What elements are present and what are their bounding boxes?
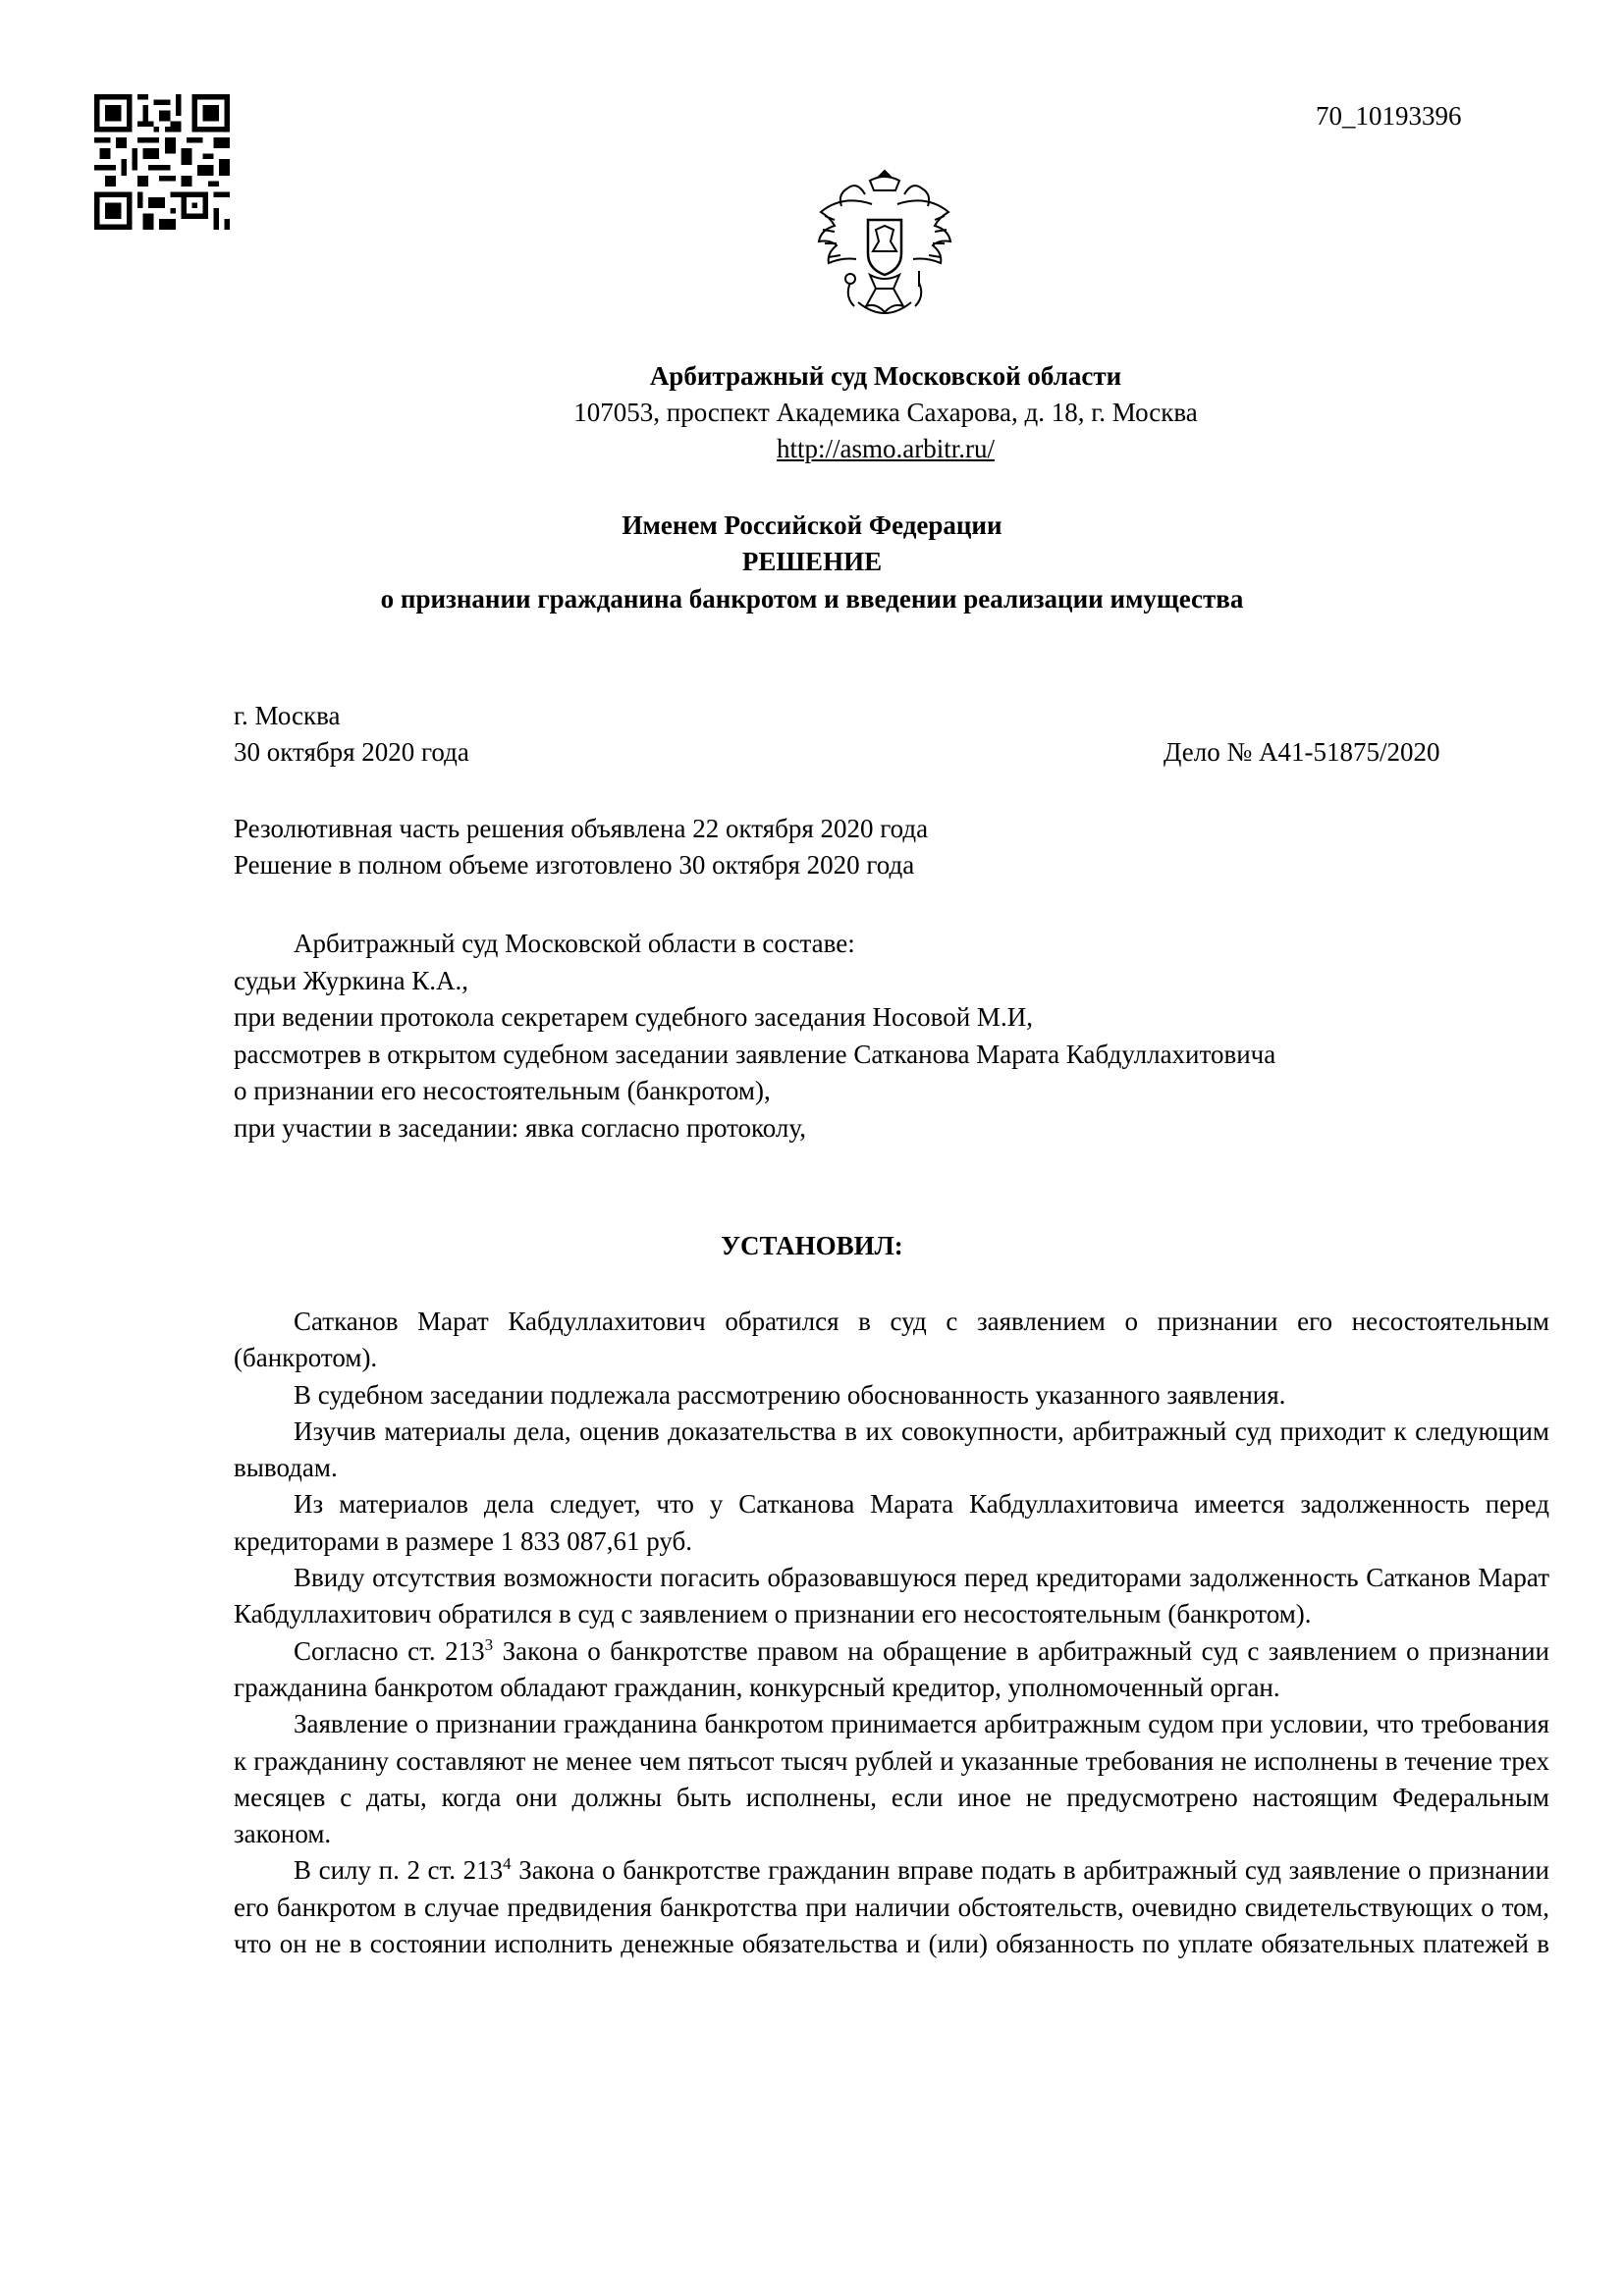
- body-paragraph: [234, 1633, 1549, 1707]
- city: г. Москва: [234, 701, 341, 730]
- body-paragraph: Сатканов Марат Кабдуллахитович обратился в суд с заявлением о признании его несостоятельным (банкротом).: [234, 1307, 1549, 1373]
- composition-line: рассмотрев в открытом судебном заседании заявление Сатканова Марата Кабдуллахитовича: [234, 1039, 1276, 1069]
- decision-subject: о признании гражданина банкротом и введении реализации имущества: [380, 584, 1244, 614]
- established-heading: УСТАНОВИЛ:: [721, 1231, 903, 1260]
- composition-line: судьи Журкина К.А.,: [234, 965, 469, 995]
- composition-line: Арбитражный суд Московской области в составе:: [294, 929, 855, 958]
- composition-line: при ведении протокола секретарем судебного заседания Носовой М.И,: [234, 1002, 1033, 1032]
- coat-of-arms-emblem: [811, 165, 958, 324]
- article-superscript: 3: [484, 1634, 494, 1654]
- court-address: 107053, проспект Академика Сахарова, д. 18, г. Москва: [573, 398, 1198, 427]
- body-paragraph: [234, 1852, 1549, 1962]
- body-paragraph: Из материалов дела следует, что у Сатканова Марата Кабдуллахитовича имеется задолженность перед кредиторами в размере 1 833 087,61 руб.: [234, 1489, 1549, 1556]
- decision-body: [234, 1304, 1549, 1962]
- court-website-link[interactable]: http://asmo.arbitr.ru/: [777, 434, 995, 463]
- resolution-announced: Резолютивная часть решения объявлена 22 октября 2020 года: [234, 814, 929, 843]
- composition-line: о признании его несостоятельным (банкротом),: [234, 1076, 771, 1105]
- paragraph-text: В силу п. 2 ст. 213: [294, 1855, 504, 1886]
- decision-title: РЕШЕНИЕ: [741, 547, 883, 576]
- article-superscript: 4: [503, 1854, 512, 1874]
- qr-code: [94, 94, 230, 230]
- body-paragraph: Ввиду отсутствия возможности погасить образовавшуюся перед кредиторами задолженность Сатканов Марат Кабдуллахитович обратился в суд с заявлением о признании его несостоятельным (банкротом).: [234, 1563, 1549, 1629]
- document-id: 70_10193396: [1316, 101, 1462, 131]
- body-paragraph: В судебном заседании подлежала рассмотрению обоснованность указанного заявления.: [294, 1379, 1286, 1410]
- case-number: Дело № А41-51875/2020: [1164, 737, 1440, 767]
- decision-date: 30 октября 2020 года: [234, 737, 469, 767]
- paragraph-text: Закона о банкротстве гражданин вправе подать в арбитражный суд заявление о признании его банкротом в случае предвидения банкротства при наличии обстоятельств, очевидно свидетельствующих о том, что он не в состоянии исполнить денежные обязательства и (или) обязанность по уплате обязательных платежей в: [234, 1855, 1549, 1959]
- court-name: Арбитражный суд Московской области: [649, 361, 1122, 391]
- paragraph-text: Согласно ст. 213: [294, 1635, 485, 1666]
- body-paragraph: Заявление о признании гражданина банкротом принимается арбитражным судом при условии, что требования к гражданину составляют не менее чем пятьсот тысяч рублей и указанные требования не исполнены в течение трех месяцев с даты, когда они должны быть исполнены, если иное не предусмотрено настоящим Федеральным законом.: [234, 1709, 1549, 1849]
- in-name-of-federation: Именем Российской Федерации: [622, 510, 1002, 540]
- paragraph-text: Закона о банкротстве правом на обращение в арбитражный суд с заявлением о признании гражданина банкротом обладают гражданин, конкурсный кредитор, уполномоченный орган.: [234, 1635, 1550, 1702]
- body-paragraph: Изучив материалы дела, оценив доказательства в их совокупности, арбитражный суд приходит к следующим выводам.: [234, 1415, 1549, 1483]
- composition-line: при участии в заседании: явка согласно протоколу,: [234, 1112, 806, 1143]
- court-composition: [234, 926, 1549, 1147]
- decision-full-date: Решение в полном объеме изготовлено 30 октября 2020 года: [234, 850, 915, 880]
